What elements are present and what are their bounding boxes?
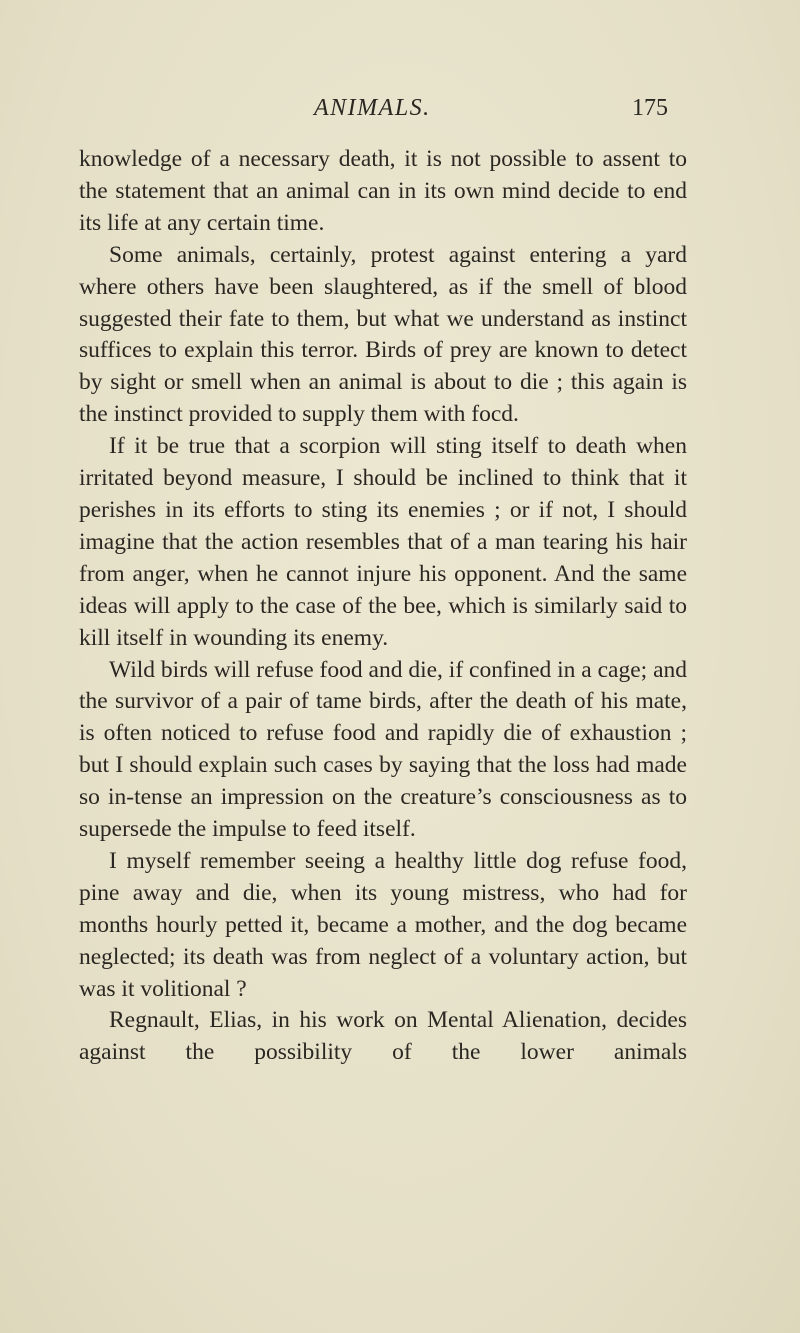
page-number: 175	[632, 95, 668, 121]
paragraph-continuation: knowledge of a necessary death, it is not possible to assent to the statement that an animal can in its own mind decide to end its life at any certain time.	[79, 146, 687, 236]
body-text	[79, 144, 687, 1069]
paragraph-regnault: Regnault, Elias, in his work on Mental Alienation, decides against the possibility of the lower animals	[79, 1007, 687, 1066]
paragraph-little-dog: I myself remember seeing a healthy little dog refuse food, pine away and die, when its young mistress, who had for months hourly petted it, became a mother, and the dog became neglected; its death was from neglect of a voluntary action, but was it volitional ?	[79, 847, 687, 1002]
running-title: ANIMALS.	[314, 95, 431, 121]
paragraph-wild-birds: Wild birds will refuse food and die, if confined in a cage; and the survivor of a pair of tame birds, after the death of his mate, is often noticed to refuse food and rapidly die of exhaustion ; but I should explain such cases by saying that the loss had made so in-tense an impression on the creature’s consciousness as to supersede the impulse to feed itself.	[79, 656, 687, 843]
paragraph-slaughter-yard: Some animals, certainly, protest against entering a yard where others have been slaughtered, as if the smell of blood suggested their fate to them, but what we understand as instinct suffices to explain this terror. Birds of prey are known to detect by sight or smell when an animal is about to die ; this again is the instinct provided to supply them with focd.	[79, 241, 687, 428]
paragraph-scorpion: If it be true that a scorpion will sting itself to death when irritated beyond measure, I should be inclined to think that it perishes in its efforts to sting its enemies ; or if not, I should imagine that the action resembles that of a man tearing his hair from anger, when he cannot injure his opponent. And the same ideas will apply to the case of the bee, which is similarly said to kill itself in wounding its enemy.	[79, 433, 687, 651]
running-head	[0, 88, 800, 128]
